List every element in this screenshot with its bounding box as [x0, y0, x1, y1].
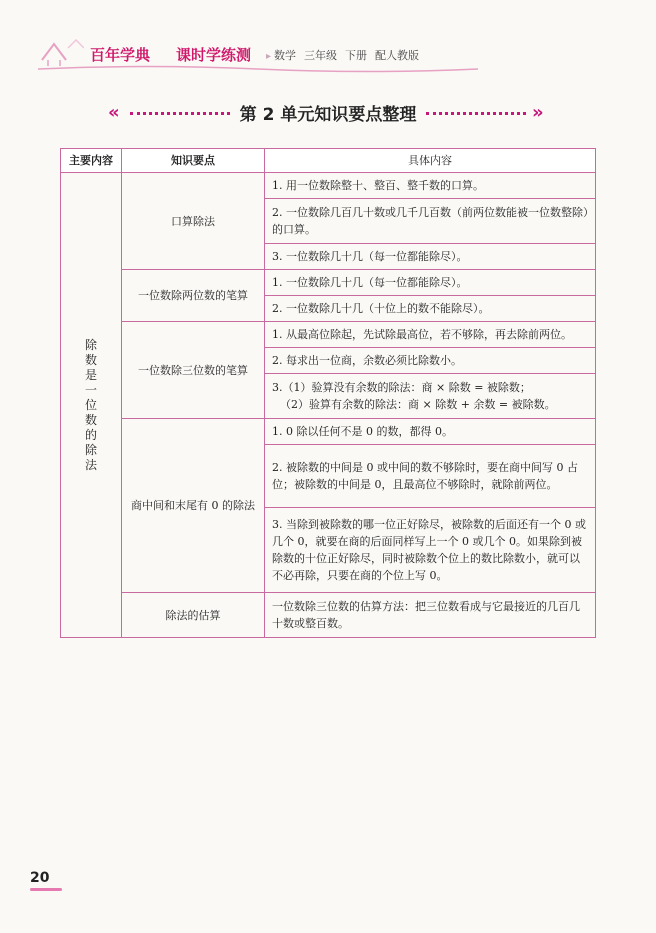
brand-subtitle: 课时学练测	[176, 46, 252, 64]
double-chevron-right-icon: »	[532, 102, 544, 123]
brand-title: 百年学典	[90, 46, 151, 64]
detail-cell: 1. 从最高位除起，先试除最高位，若不够除，再去除前两位。	[265, 322, 596, 348]
page-number-underline	[30, 888, 62, 891]
point-cell: 商中间和末尾有 0 的除法	[122, 419, 265, 593]
subject-label: 数学	[274, 49, 297, 62]
double-chevron-left-icon: «	[108, 102, 120, 123]
header-underline	[38, 64, 478, 74]
section-title: 第 2 单元知识要点整理	[239, 105, 417, 125]
page-header	[38, 36, 478, 72]
detail-cell: 2. 一位数除几十几（十位上的数不能除尽）。	[265, 296, 596, 322]
header-knowledge-point: 知识要点	[122, 149, 265, 173]
detail-cell: 1. 0 除以任何不是 0 的数，都得 0。	[265, 419, 596, 445]
chevron-right-icon: ▸	[266, 51, 272, 62]
detail-cell: 3. 一位数除几十几（每一位都能除尽）。	[265, 244, 596, 270]
page-number: 20	[30, 870, 50, 886]
dotted-divider-left	[130, 112, 230, 115]
point-cell: 一位数除两位数的笔算	[122, 270, 265, 322]
category-label: 除数是一位数的除法	[85, 337, 98, 472]
dotted-divider-right	[426, 112, 526, 115]
detail-cell: 1. 一位数除几十几（每一位都能除尽）。	[265, 270, 596, 296]
knowledge-table	[60, 148, 596, 638]
detail-cell: 3. 当除到被除数的哪一位正好除尽，被除数的后面还有一个 0 或几个 0，就要在商的后面同样写上一个 0 或几个 0。如果除到被除数的十位正好除尽，同时被除数个位上的数比除数小，就可以不必再除，只要在商的个位上写 0。	[265, 508, 596, 593]
book-info	[266, 47, 427, 63]
detail-cell	[265, 374, 596, 419]
detail-cell: 2. 一位数除几百几十数或几千几百数（前两位数能被一位数整除）的口算。	[265, 199, 596, 244]
table-row	[61, 270, 596, 296]
verify-line-1: 3.（1）验算没有余数的除法：商 × 除数 = 被除数；	[272, 381, 531, 394]
table-row	[61, 419, 596, 445]
table-row	[61, 322, 596, 348]
table-header-row	[61, 149, 596, 173]
header-details: 具体内容	[265, 149, 596, 173]
category-cell	[61, 173, 122, 638]
detail-cell: 一位数除三位数的估算方法：把三位数看成与它最接近的几百几十数或整百数。	[265, 593, 596, 638]
detail-cell: 1. 用一位数除整十、整百、整千数的口算。	[265, 173, 596, 199]
point-cell: 一位数除三位数的笔算	[122, 322, 265, 419]
grade-label: 三年级	[304, 49, 338, 62]
detail-cell: 2. 被除数的中间是 0 或中间的数不够除时，要在商中间写 0 占位；被除数的中间是 0，且最高位不够除时，就除前两位。	[265, 445, 596, 508]
table-row	[61, 173, 596, 199]
table-row	[61, 593, 596, 638]
point-cell: 除法的估算	[122, 593, 265, 638]
volume-label: 下册	[345, 49, 368, 62]
edition-label: 配人教版	[375, 49, 420, 62]
section-heading	[108, 100, 548, 126]
detail-cell: 2. 每求出一位商，余数必须比除数小。	[265, 348, 596, 374]
point-cell: 口算除法	[122, 173, 265, 270]
header-main-content: 主要内容	[61, 149, 122, 173]
verify-line-2: （2）验算有余数的除法：商 × 除数 + 余数 = 被除数。	[280, 398, 556, 411]
